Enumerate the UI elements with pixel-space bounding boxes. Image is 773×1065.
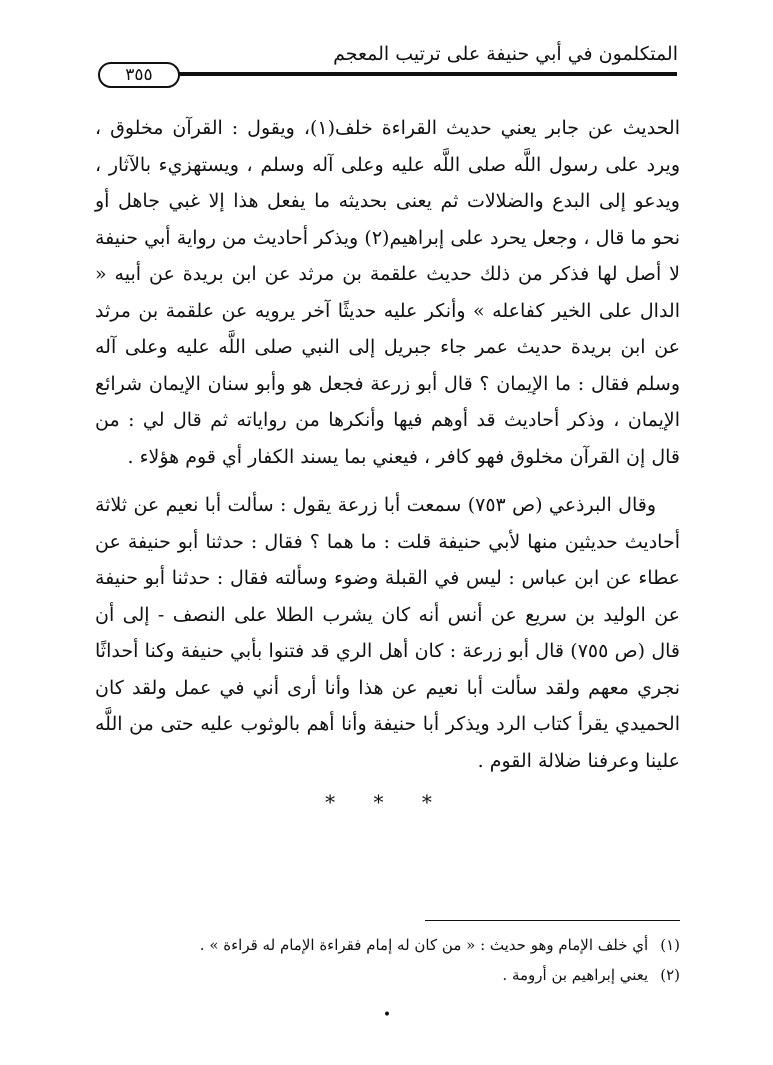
footnote-1	[95, 930, 680, 960]
footnote-2	[95, 960, 680, 990]
running-head: المتكلمون في أبي حنيفة على ترتيب المعجم	[333, 43, 678, 65]
page-number: ٣٥٥	[98, 62, 180, 88]
footnotes	[95, 930, 680, 990]
footnote-number: (١)	[660, 936, 680, 954]
footnote-number: (٢)	[660, 966, 680, 984]
footnote-text: يعني إبراهيم بن أرومة .	[502, 966, 649, 984]
footnote-rule	[425, 920, 680, 921]
page-bottom-mark: •	[382, 1007, 392, 1023]
paragraph-1: الحديث عن جابر يعني حديث القراءة خلف(١)، ويقول : القرآن مخلوق ، ويرد على رسول اللَّه صلى اللَّه عليه وعلى آله وسلم ، ويستهزيء بالآثار ، ويدعو إلى البدع والضلالات ثم يعنى بحديثه ما يفعل هذا إلا غبي جاهل أو نحو ما قال ، وجعل يحرد على إبراهيم(٢) ويذكر أحاديث من رواية أبي حنيفة لا أصل لها فذكر من ذلك حديث علقمة بن مرثد عن ابن بريدة عن أبيه « الدال على الخير كفاعله » وأنكر عليه حديثًا آخر يرويه عن علقمة بن مرثد عن ابن بريدة حديث عمر جاء جبريل إلى النبي صلى اللَّه عليه وعلى آله وسلم فقال : ما الإيمان ؟ قال أبو زرعة فجعل هو وأبو سنان الإيمان شرائع الإيمان ، وذكر أحاديث قد أوهم فيها وأنكرها من رواياته ثم قال لي : من قال إن القرآن مخلوق فهو كافر ، فيعني بما يسند الكفار أي قوم هؤلاء .	[95, 117, 681, 468]
paragraph-2: وقال البرذعي (ص ٧٥٣) سمعت أبا زرعة يقول : سألت أبا نعيم عن ثلاثة أحاديث حديثين منها لأبي حنيفة قلت : ما هما ؟ فقال : حدثنا أبو حنيفة عن عطاء عن ابن عباس : ليس في القبلة وضوء وسألته فقال : حدثنا أبو حنيفة عن الوليد بن سريع عن أنس أنه كان يشرب الطلا على النصف - إلى أن قال (ص ٧٥٥) قال أبو زرعة : كان أهل الري قد فتنوا بأبي حنيفة وكنا أحداثًا نجري معهم ولقد سألت أبا نعيم عن هذا وأنا أرى أني في عمل ولقد كان الحميدي يقرأ كتاب الرد ويذكر أبا حنيفة وأنا أهم بالوثوب عليه حتى من اللَّه علينا وعرفنا ضلالة القوم .	[95, 494, 680, 772]
footnote-text: أي خلف الإمام وهو حديث : « من كان له إمام فقراءة الإمام له قراءة » .	[199, 936, 649, 954]
header-rule	[178, 72, 677, 76]
main-text	[95, 110, 680, 791]
section-separator: * * *	[325, 790, 448, 814]
